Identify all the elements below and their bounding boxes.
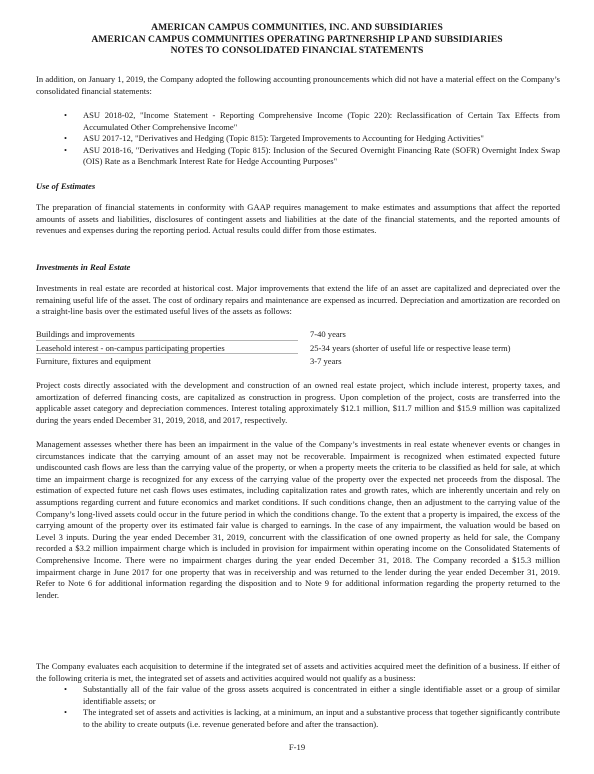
header-notes-title: NOTES TO CONSOLIDATED FINANCIAL STATEMENTS <box>170 45 424 57</box>
asset-category: Furniture, fixtures and equipment <box>36 356 151 366</box>
bullet-icon: • <box>64 684 67 694</box>
use-of-estimates-paragraph: The preparation of financial statements in conformity with GAAP requires management to make estimates and assumptions that affect the reported amounts of assets and liabilities, disclosures of contingent assets and liabilities at the date of the financial statements, and the reported amounts of revenues and expenses during the reporting period. Actual results could differ from those estimates. <box>36 202 560 236</box>
asu-item: • ASU 2017-12, "Derivatives and Hedging (Topic 815): Targeted Improvements to Accounting for Hedging Activities" <box>64 133 484 144</box>
header-company: AMERICAN CAMPUS COMMUNITIES, INC. AND SUBSIDIARIES <box>151 22 443 33</box>
useful-life: 3-7 years <box>310 356 342 366</box>
useful-life: 7-40 years <box>310 329 346 339</box>
table-row-divider <box>36 340 298 341</box>
header-operating-partnership: AMERICAN CAMPUS COMMUNITIES OPERATING PARTNERSHIP LP AND SUBSIDIARIES <box>91 33 503 45</box>
page-header <box>0 22 594 57</box>
business-criteria-list <box>36 684 560 730</box>
investments-paragraph-1: Investments in real estate are recorded at historical cost. Major improvements that extend the life of an asset are capitalized and depreciated over the remaining useful life of the asset. The cost of ordinary repairs and maintenance are expensed as incurred. Depreciation and amortization are recorded on a straight-line basis over the estimated useful lives of the assets as follows: <box>36 283 560 317</box>
bullet-icon: • <box>64 144 67 155</box>
page-number: F-19 <box>288 742 306 752</box>
criteria-item: • Substantially all of the fair value of the gross assets acquired is concentrated in either a single identifiable asset or a group of similar identifiable assets; or <box>64 684 560 706</box>
table-row <box>36 355 560 369</box>
useful-life: 25-34 years (shorter of useful life or respective lease term) <box>310 342 511 353</box>
section-title-use-of-estimates: Use of Estimates <box>36 181 96 191</box>
table-row-divider <box>36 353 298 354</box>
asset-category: Buildings and improvements <box>36 329 135 339</box>
asu-item: • ASU 2018-02, "Income Statement - Reporting Comprehensive Income (Topic 220): Reclassification of Certain Tax Effects from Accumulated Other Comprehensive Income" <box>64 110 560 132</box>
asset-category: Leasehold interest - on-campus participating properties <box>36 342 225 353</box>
impairment-paragraph: Management assesses whether there has been an impairment in the value of the Company’s investments in real estate whenever events or changes in circumstances indicate that the carrying amount of an asset may not be recoverable. Impairment is recognized when estimated expected future undiscounted cash flows are less than the carrying value of the property, or when a property meets the criteria to be classified as held for sale, at which time an impairment charge is recognized for any excess of the carrying value of the property over the expected net proceeds from the disposal. The estimation of expected future net cash flows uses estimates, including capitalization rates and growth rates, which are inherently uncertain and rely on assumptions regarding current and future economics and market conditions. If such conditions change, then an adjustment to the carrying value of the Company’s long-lived assets could occur in the future period in which the conditions change. To the extent that a property is impaired, the excess of the carrying amount of the property over its estimated fair value is charged to earnings. In the case of any impairment, the valuation would be based on Level 3 inputs. During the year ended December 31, 2019, concurrent with the classification of one owned property as held for sale, the Company recorded a $3.2 million impairment charge which is included in provision for impairment within operating income on the Consolidated Statements of Comprehensive Income. There were no impairment charges during the year ended December 31, 2018. The Company recorded a $15.3 million impairment charge in June 2017 for one property that was in receivership and was returned to the lender during the year ended December 31, 2019. Refer to Note 6 for additional information regarding the disposition and to Note 9 for additional information regarding the property returned to the lender. <box>36 439 560 600</box>
investments-paragraph-2: Project costs directly associated with the development and construction of an owned real estate project, which include interest, property taxes, and amortization of deferred financing costs, are capitalized as construction in progress. Upon completion of the project, costs are transferred into the applicable asset category and depreciation commences. Interest totaling approximately $12.1 million, $11.7 million and $15.9 million was capitalized during the years ended December 31, 2019, 2018, and 2017, respectively. <box>36 380 560 425</box>
bullet-icon: • <box>64 133 67 144</box>
criteria-item: • The integrated set of assets and activities is lacking, at a minimum, an input and a substantive process that together significantly contribute to the ability to create outputs (i.e. revenue generated before and after the transaction). <box>64 707 560 729</box>
asu-item: • ASU 2018-16, "Derivatives and Hedging (Topic 815): Inclusion of the Secured Overnight Financing Rate (SOFR) Overnight Index Swap (OIS) Rate as a Benchmark Interest Rate for Hedge Accounting Purposes" <box>64 144 560 167</box>
business-definition-paragraph: The Company evaluates each acquisition to determine if the integrated set of assets and activities acquired meet the definition of a business. If either of the following criteria is met, the integrated set of assets and activities acquired would not qualify as a business: <box>36 661 560 683</box>
asu-list <box>36 110 560 168</box>
section-title-investments-in-real-estate: Investments in Real Estate <box>36 262 131 272</box>
bullet-icon: • <box>64 707 67 718</box>
useful-lives-table <box>36 328 560 369</box>
intro-paragraph: In addition, on January 1, 2019, the Company adopted the following accounting pronouncements which did not have a material effect on the Company’s consolidated financial statements: <box>36 74 560 96</box>
bullet-icon: • <box>64 110 67 120</box>
